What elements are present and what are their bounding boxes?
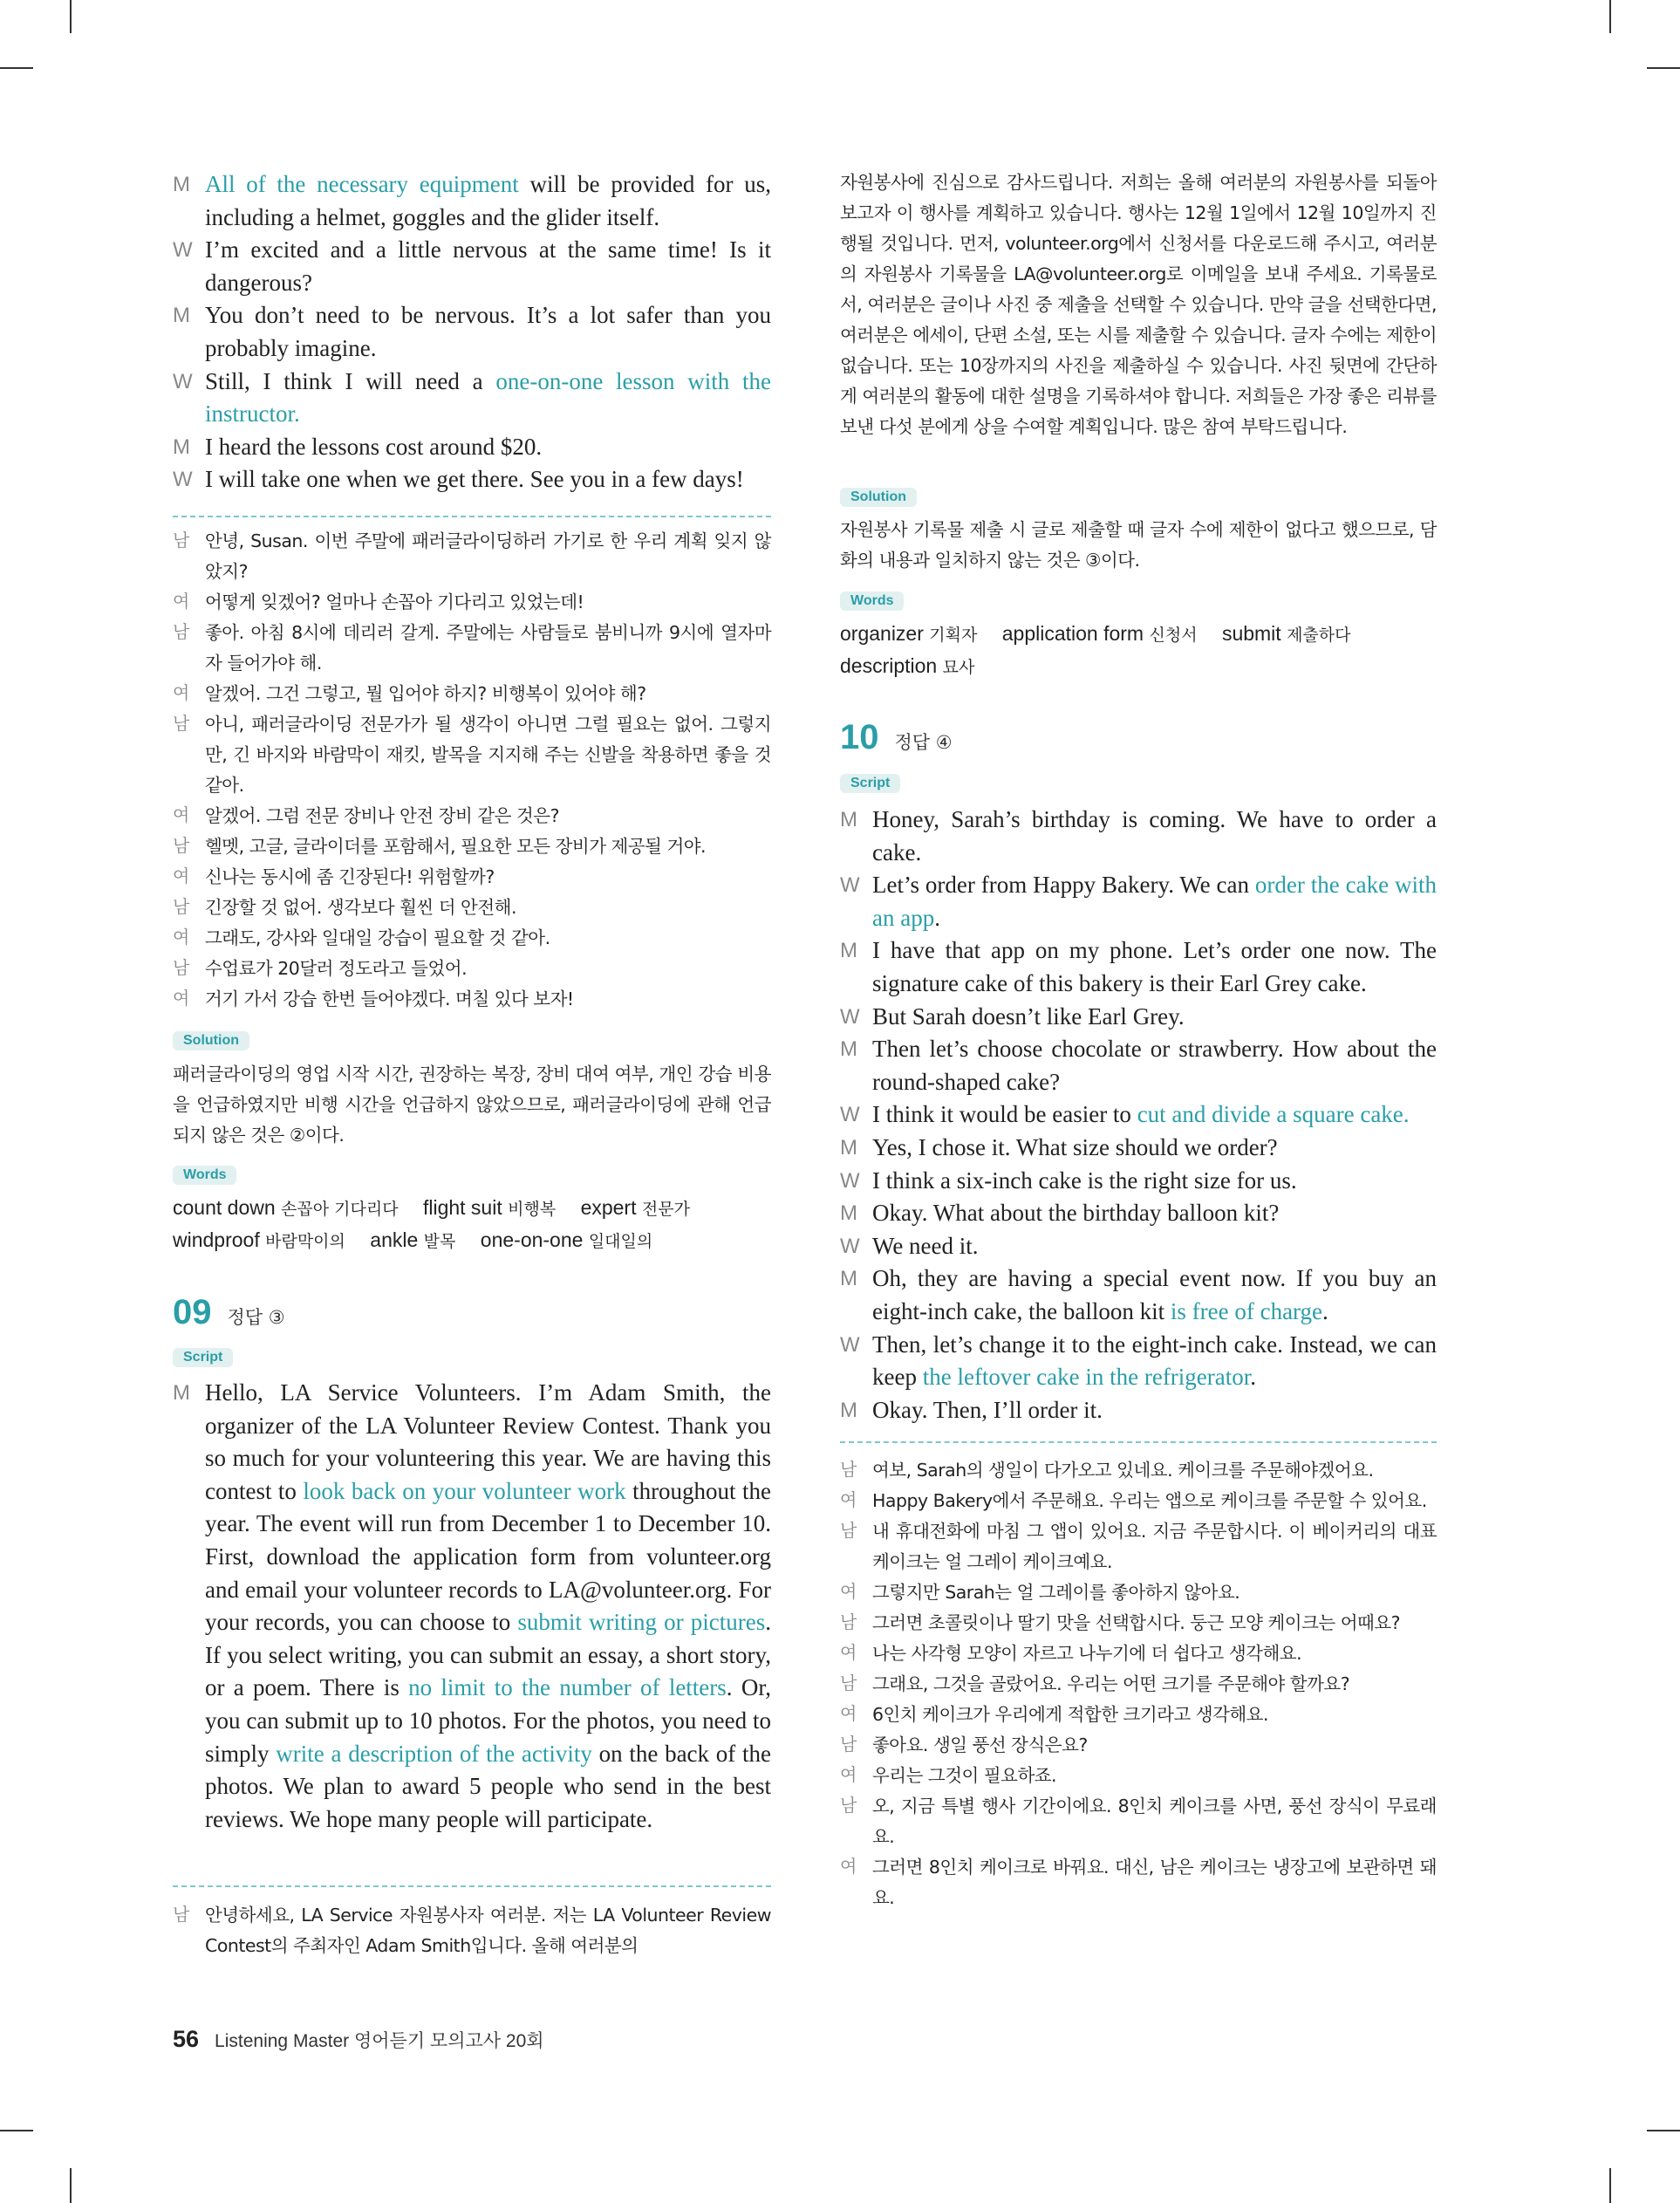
dialogue-line	[173, 954, 771, 984]
dialogue-text	[872, 1197, 1437, 1230]
highlighted-phrase: order the cake with an app	[872, 872, 1438, 931]
speaker-label: M	[840, 939, 857, 963]
vocab-meaning: 기획자	[929, 626, 978, 645]
speaker-label: W	[840, 1168, 860, 1193]
vocab-meaning: 일대일의	[588, 1232, 653, 1251]
vocab-meaning: 신청서	[1149, 626, 1198, 645]
dialogue-text	[205, 618, 771, 679]
dialogue-text	[872, 934, 1437, 1000]
dialogue-text	[872, 1132, 1437, 1165]
q10-translation	[840, 1455, 1437, 1913]
speaker-label: 여	[173, 867, 189, 886]
crop-mark	[0, 67, 33, 69]
text-segment: I will take one when we get there. See you in a few days!	[205, 466, 744, 493]
crop-mark	[1609, 0, 1611, 33]
highlighted-phrase: no limit to the number of letters	[408, 1674, 727, 1701]
dialogue-text	[872, 1730, 1437, 1761]
vocab-item	[173, 1196, 399, 1219]
dialogue-text	[205, 679, 771, 709]
dialogue-line	[173, 893, 771, 923]
q08-script-end	[173, 168, 771, 496]
dialogue-text	[872, 1165, 1437, 1198]
dialogue-line	[840, 1165, 1437, 1198]
speaker-label: M	[840, 1135, 857, 1160]
script-badge: Script	[840, 774, 900, 793]
dialogue-text	[872, 1230, 1437, 1263]
text-segment: 헬멧, 고글, 글라이더를 포함해서, 필요한 모든 장비가 제공될 거야.	[205, 836, 707, 857]
dialogue-text	[872, 1516, 1437, 1577]
speaker-label: 남	[173, 898, 189, 917]
dialogue-text	[205, 299, 771, 365]
vocab-word: count down	[173, 1196, 276, 1219]
dialogue-line	[840, 1033, 1437, 1098]
dialogue-text	[872, 1455, 1437, 1486]
q08-translation	[173, 526, 771, 1015]
text-segment: Happy Bakery에서 주문해요. 우리는 앱으로 케이크를 주문할 수 있어요.	[872, 1490, 1427, 1511]
dialogue-text	[872, 1486, 1437, 1516]
dialogue-line	[840, 1197, 1437, 1230]
speaker-label: M	[840, 1201, 857, 1226]
dialogue-line	[840, 1262, 1437, 1328]
dialogue-line	[173, 831, 771, 862]
dialogue-line	[840, 1700, 1437, 1730]
speaker-label: M	[173, 434, 190, 459]
speaker-label: 남	[840, 1461, 857, 1480]
highlighted-phrase: All of the necessary equipment	[205, 171, 519, 197]
dialogue-text	[205, 954, 771, 984]
dialogue-text	[205, 431, 771, 464]
highlighted-phrase: look back on your volunteer work	[303, 1477, 626, 1504]
dialogue-text	[205, 862, 771, 893]
speaker-label: 여	[173, 684, 189, 703]
text-segment: Okay. Then, I’ll order it.	[872, 1396, 1103, 1423]
dialogue-text	[872, 1639, 1437, 1669]
dialogue-line	[173, 431, 771, 464]
text-segment: 거기 가서 강습 한번 들어야겠다. 며칠 있다 보자!	[205, 989, 574, 1009]
text-segment: 알겠어. 그건 그렇고, 뭘 입어야 하지? 비행복이 있어야 해?	[205, 683, 646, 704]
dialogue-line	[173, 1900, 771, 1961]
speaker-label: 남	[173, 531, 189, 551]
dialogue-text	[872, 1033, 1437, 1098]
dialogue-text	[872, 1761, 1437, 1791]
dialogue-text	[205, 984, 771, 1015]
text-segment: I’m excited and a little nervous at the same time! Is it dangerous?	[205, 236, 771, 296]
divider	[840, 1441, 1437, 1443]
text-segment: throughout the year. The event will run from December 1 to December 10. First, download the application form from volunteer.org and email your volunteer records to LA@volunteer.org. For your records, you can choose to	[205, 1477, 772, 1636]
dialogue-line	[840, 1394, 1437, 1427]
speaker-label: W	[840, 1103, 860, 1127]
dialogue-text	[872, 1608, 1437, 1639]
dialogue-line	[840, 1669, 1437, 1700]
dialogue-line	[173, 526, 771, 587]
speaker-label: W	[173, 238, 193, 263]
vocab-meaning: 바람막이의	[265, 1232, 345, 1251]
dialogue-text	[205, 893, 771, 923]
dialogue-text	[872, 1669, 1437, 1700]
dialogue-text	[205, 234, 771, 299]
dialogue-text	[872, 1098, 1437, 1132]
answer-label: 정답 ③	[227, 1307, 285, 1328]
dialogue-line	[173, 679, 771, 709]
left-column	[173, 0, 771, 2181]
dialogue-line	[173, 168, 771, 234]
speaker-label: W	[840, 1332, 860, 1357]
q09-words	[840, 619, 1433, 683]
dialogue-line	[840, 1455, 1437, 1486]
dialogue-text	[205, 463, 771, 496]
dialogue-line	[840, 1486, 1437, 1516]
vocab-word: description	[840, 654, 938, 677]
text-segment: 긴장할 것 없어. 생각보다 훨씬 더 안전해.	[205, 897, 516, 918]
text-segment: 6인치 케이크가 우리에게 적합한 크기라고 생각해요.	[872, 1704, 1269, 1725]
vocab-meaning: 손꼽아 기다리다	[281, 1200, 399, 1219]
text-segment: 신나는 동시에 좀 긴장된다! 위험할까?	[205, 866, 495, 887]
text-segment: 나는 사각형 모양이 자르고 나누기에 더 쉽다고 생각해요.	[872, 1643, 1302, 1664]
text-segment: . Or, you can submit up to 10 photos. For the photos, you need to simply	[205, 1674, 771, 1767]
vocab-item	[481, 1228, 652, 1251]
dialogue-text	[872, 1791, 1437, 1852]
text-segment: 안녕, Susan. 이번 주말에 패러글라이딩하러 가기로 한 우리 계획 잊지 않았지?	[205, 530, 771, 582]
dialogue-line	[840, 1852, 1437, 1913]
dialogue-text	[872, 1329, 1437, 1394]
text-segment: 우리는 그것이 필요하죠.	[872, 1765, 1057, 1786]
dialogue-line	[840, 1639, 1437, 1669]
dialogue-line	[173, 862, 771, 893]
dialogue-text	[872, 1394, 1437, 1427]
speaker-label: 여	[173, 989, 189, 1009]
text-segment: 아니, 패러글라이딩 전문가가 될 생각이 아니면 그럴 필요는 없어. 그렇지만, 긴 바지와 바람막이 재킷, 발목을 지지해 주는 신발을 착용하면 좋을 것 같아.	[205, 714, 771, 796]
script-badge: Script	[173, 1348, 233, 1367]
vocab-item	[173, 1228, 345, 1251]
vocab-item	[1222, 622, 1351, 645]
text-segment: Oh, they are having a special event now. If you buy an eight-inch cake, the balloon kit	[872, 1265, 1437, 1324]
text-segment: I think it would be easier to	[872, 1101, 1137, 1128]
q08-words	[173, 1193, 731, 1257]
vocab-meaning: 비행복	[508, 1200, 557, 1219]
text-segment: We need it.	[872, 1232, 979, 1259]
speaker-label: 여	[840, 1491, 857, 1510]
q10-heading	[840, 718, 953, 757]
speaker-label: M	[840, 1037, 857, 1062]
words-badge: Words	[840, 592, 904, 611]
dialogue-text	[840, 168, 1437, 442]
dialogue-text	[872, 1577, 1437, 1608]
speaker-label: 남	[840, 1522, 857, 1541]
words-badge: Words	[173, 1166, 236, 1185]
speaker-label: W	[840, 1234, 860, 1258]
speaker-label: 여	[173, 806, 189, 825]
vocab-meaning: 전문가	[641, 1200, 690, 1219]
dialogue-line	[173, 299, 771, 365]
crop-mark	[1647, 2130, 1680, 2131]
speaker-label: M	[840, 1398, 857, 1422]
vocab-item	[581, 1196, 690, 1219]
dialogue-line	[173, 366, 771, 431]
dialogue-line	[173, 709, 771, 801]
dialogue-line	[840, 1098, 1437, 1132]
crop-mark	[70, 2168, 72, 2203]
crop-mark	[1647, 67, 1680, 69]
speaker-label: M	[173, 304, 190, 328]
dialogue-line	[840, 1230, 1437, 1263]
speaker-label: 남	[173, 959, 189, 978]
text-segment: 좋아요. 생일 풍선 장식은요?	[872, 1734, 1088, 1755]
text-segment: 알겠어. 그럼 전문 장비나 안전 장비 같은 것은?	[205, 805, 559, 826]
text-segment: .	[1322, 1297, 1328, 1324]
solution-badge: Solution	[173, 1031, 249, 1050]
q09-translation	[173, 1900, 771, 1961]
speaker-label: W	[840, 1004, 860, 1029]
text-segment: 오, 지금 특별 행사 기간이에요. 8인치 케이크를 사면, 풍선 장식이 무료래요.	[872, 1796, 1437, 1847]
right-column	[840, 0, 1437, 2181]
dialogue-line	[840, 1791, 1437, 1852]
answer-label: 정답 ④	[894, 732, 953, 753]
speaker-label: 여	[173, 592, 189, 612]
speaker-label: M	[173, 1381, 190, 1405]
text-segment: .	[934, 904, 940, 931]
vocab-word: windproof	[173, 1228, 260, 1251]
dialogue-line	[840, 1761, 1437, 1791]
speaker-label: 여	[840, 1644, 857, 1663]
dialogue-text	[872, 804, 1437, 869]
text-segment: Then, let’s change it to the eight-inch cake. Instead, we can keep	[872, 1331, 1437, 1391]
text-segment: Honey, Sarah’s birthday is coming. We have to order a cake.	[872, 806, 1437, 865]
dialogue-text	[872, 1700, 1437, 1730]
speaker-label: M	[840, 808, 857, 831]
dialogue-line	[840, 1730, 1437, 1761]
dialogue-text	[205, 801, 771, 831]
speaker-label: 남	[173, 837, 189, 856]
crop-mark	[70, 0, 72, 33]
highlighted-phrase: submit writing or pictures	[517, 1609, 766, 1636]
text-segment: on the back of the photos. We plan to award 5 people who send in the best reviews. We hope many people will participate.	[205, 1740, 771, 1832]
text-segment: 안녕하세요, LA Service 자원봉사자 여러분. 저는 LA Volunteer Review Contest의 주최자인 Adam Smith입니다. 올해 여러분의	[205, 1905, 771, 1956]
text-segment: 그렇지만 Sarah는 얼 그레이를 좋아하지 않아요.	[872, 1582, 1240, 1603]
text-segment: will be provided for us, including a helmet, goggles and the glider itself.	[205, 171, 771, 230]
speaker-label: M	[173, 173, 190, 196]
q09-translation-cont	[840, 168, 1437, 442]
dialogue-line	[840, 804, 1437, 869]
vocab-word: submit	[1221, 622, 1281, 645]
speaker-label: 여	[840, 1766, 857, 1785]
speaker-label: 남	[840, 1613, 857, 1632]
dialogue-text	[205, 1900, 771, 1961]
text-segment: Let’s order from Happy Bakery. We can	[872, 872, 1255, 899]
vocab-meaning: 발목	[423, 1232, 456, 1251]
q09-heading	[173, 1293, 285, 1332]
speaker-label: 남	[840, 1735, 857, 1755]
dialogue-text	[205, 1377, 771, 1836]
text-segment: I heard the lessons cost around $20.	[205, 433, 543, 460]
vocab-item	[840, 622, 977, 645]
dialogue-text	[205, 366, 771, 431]
dialogue-text	[205, 709, 771, 801]
highlighted-phrase: is free of charge	[1170, 1297, 1323, 1324]
dialogue-line	[840, 1608, 1437, 1639]
question-number: 09	[173, 1293, 212, 1331]
speaker-label: M	[840, 1267, 857, 1291]
text-segment: Then let’s choose chocolate or strawberry. How about the round-shaped cake?	[872, 1036, 1437, 1095]
dialogue-text	[872, 869, 1437, 934]
dialogue-text	[205, 587, 771, 618]
text-segment: Yes, I chose it. What size should we order?	[872, 1133, 1278, 1160]
speaker-label: 남	[840, 1674, 857, 1693]
crop-mark	[0, 2130, 33, 2131]
dialogue-text	[205, 831, 771, 862]
vocab-item	[1002, 622, 1198, 645]
solution-badge: Solution	[840, 488, 917, 507]
dialogue-text	[872, 1852, 1437, 1913]
dialogue-text	[872, 1262, 1437, 1328]
text-segment: 여보, Sarah의 생일이 다가오고 있네요. 케이크를 주문해야겠어요.	[872, 1460, 1374, 1481]
dialogue-line	[173, 923, 771, 954]
dialogue-line	[840, 1329, 1437, 1394]
speaker-label: W	[840, 873, 860, 898]
text-segment: 그러면 초콜릿이나 딸기 맛을 선택합시다. 둥근 모양 케이크는 어때요?	[872, 1612, 1401, 1633]
dialogue-line	[173, 801, 771, 831]
vocab-item	[840, 654, 974, 677]
vocab-word: organizer	[840, 622, 924, 645]
text-segment: .	[1250, 1364, 1257, 1391]
speaker-label: 남	[840, 1796, 857, 1816]
q09-script	[173, 1377, 771, 1836]
q08-solution: 패러글라이딩의 영업 시작 시간, 권장하는 복장, 장비 대여 여부, 개인 강습 비용을 언급하였지만 비행 시간을 언급하지 않았으므로, 패러글라이딩에 관해 언급되지 않은 것은 ②이다.	[173, 1064, 771, 1146]
dialogue-text	[872, 1001, 1437, 1034]
vocab-item	[423, 1196, 556, 1219]
page-footer	[173, 2026, 544, 2053]
speaker-label: 여	[840, 1705, 857, 1724]
dialogue-text	[205, 923, 771, 954]
speaker-label: 남	[173, 1905, 189, 1925]
dialogue-line	[840, 1001, 1437, 1034]
dialogue-line	[173, 984, 771, 1015]
text-segment: . If you select writing, you can submit an essay, a short story, or a poem. There is	[205, 1609, 771, 1701]
dialogue-line	[840, 168, 1437, 442]
text-segment: 수업료가 20달러 정도라고 들었어.	[205, 958, 468, 979]
speaker-label: W	[173, 369, 193, 393]
highlighted-phrase: one-on-one lesson with the instructor.	[205, 367, 771, 428]
page-number: 56	[173, 2026, 200, 2052]
divider	[173, 516, 771, 517]
highlighted-phrase: write a description of the activity	[276, 1740, 592, 1767]
text-segment: You don’t need to be nervous. It’s a lot safer than you probably imagine.	[205, 302, 771, 361]
text-segment: But Sarah doesn’t like Earl Grey.	[872, 1002, 1185, 1030]
dialogue-line	[840, 869, 1437, 934]
speaker-label: 여	[173, 928, 189, 948]
dialogue-text	[205, 168, 771, 234]
divider	[173, 1885, 771, 1887]
vocab-item	[370, 1228, 455, 1251]
question-number: 10	[840, 718, 879, 756]
dialogue-line	[840, 1132, 1437, 1165]
text-segment: I think a six-inch cake is the right size for us.	[872, 1166, 1297, 1194]
text-segment: Okay. What about the birthday balloon kit?	[872, 1200, 1280, 1227]
crop-mark	[1609, 2168, 1611, 2203]
highlighted-phrase: the leftover cake in the refrigerator	[922, 1364, 1251, 1391]
text-segment: 좋아. 아침 8시에 데리러 갈게. 주말에는 사람들로 붐비니까 9시에 열자마자 들어가야 해.	[205, 622, 771, 674]
text-segment: Hello, LA Service Volunteers. I’m Adam Smith, the organizer of the LA Volunteer Review Contest. Thank you so much for your volunteering this year. We are having this contest to	[205, 1379, 771, 1504]
highlighted-phrase: cut and divide a square cake.	[1137, 1101, 1410, 1128]
text-segment: 그래요, 그것을 골랐어요. 우리는 어떤 크기를 주문해야 할까요?	[872, 1673, 1350, 1694]
text-segment: 그래도, 강사와 일대일 강습이 필요할 것 같아.	[205, 927, 550, 948]
vocab-word: application form	[1001, 622, 1144, 645]
speaker-label: 남	[173, 715, 189, 734]
vocab-meaning: 제출하다	[1287, 626, 1351, 645]
speaker-label: W	[173, 468, 193, 492]
dialogue-text	[205, 526, 771, 587]
speaker-label: 여	[840, 1857, 857, 1877]
vocab-word: flight suit	[422, 1196, 502, 1219]
vocab-word: expert	[580, 1196, 637, 1219]
speaker-label: 여	[840, 1583, 857, 1602]
text-segment: I have that app on my phone. Let’s order one now. The signature cake of this bakery is their Earl Grey cake.	[872, 937, 1437, 996]
dialogue-line	[173, 234, 771, 299]
book-title: Listening Master 영어듣기 모의고사 20회	[215, 2031, 544, 2051]
dialogue-line	[840, 1516, 1437, 1577]
dialogue-line	[173, 1377, 771, 1836]
dialogue-line	[173, 587, 771, 618]
text-segment: 그러면 8인치 케이크로 바꿔요. 대신, 남은 케이크는 냉장고에 보관하면 돼요.	[872, 1857, 1437, 1908]
dialogue-line	[173, 618, 771, 679]
dialogue-line	[840, 934, 1437, 1000]
text-segment: 어떻게 잊겠어? 얼마나 손꼽아 기다리고 있었는데!	[205, 592, 584, 612]
dialogue-line	[840, 1577, 1437, 1608]
speaker-label: 남	[173, 623, 189, 642]
dialogue-line	[173, 463, 771, 496]
q09-solution: 자원봉사 기록물 제출 시 글로 제출할 때 글자 수에 제한이 없다고 했으므로, 담화의 내용과 일치하지 않는 것은 ③이다.	[840, 519, 1437, 571]
q10-script	[840, 804, 1437, 1426]
vocab-word: one-on-one	[480, 1228, 584, 1251]
text-segment: 자원봉사에 진심으로 감사드립니다. 저희는 올해 여러분의 자원봉사를 되돌아보고자 이 행사를 계획하고 있습니다. 행사는 12월 1일에서 12월 10일까지 진행될 것입니다. 먼저, volunteer.org에서 신청서를 다운로드해 주시고, 여러분의 자원봉사 기록물을 LA@volunteer.org로 이메일을 보내 주세요. 기록물로서, 여러분은 글이나 사진 중 제출을 선택할 수 있습니다. 만약 글을 선택한다면, 여러분은 에세이, 단편 소설, 또는 시를 제출할 수 있습니다. 글자 수에는 제한이 없습니다. 또는 10장까지의 사진을 제출하실 수 있습니다. 사진 뒷면에 간단하게 여러분의 활동에 대한 설명을 기록하셔야 합니다. 저희들은 가장 좋은 리뷰를 보낸 다섯 분에게 상을 수여할 계획입니다. 많은 참여 부탁드립니다.	[840, 172, 1437, 437]
vocab-meaning: 묘사	[942, 658, 975, 677]
text-segment: 내 휴대전화에 마침 그 앱이 있어요. 지금 주문합시다. 이 베이커리의 대표 케이크는 얼 그레이 케이크예요.	[872, 1521, 1437, 1572]
text-segment: Still, I think I will need a	[205, 367, 496, 394]
vocab-word: ankle	[370, 1228, 419, 1251]
